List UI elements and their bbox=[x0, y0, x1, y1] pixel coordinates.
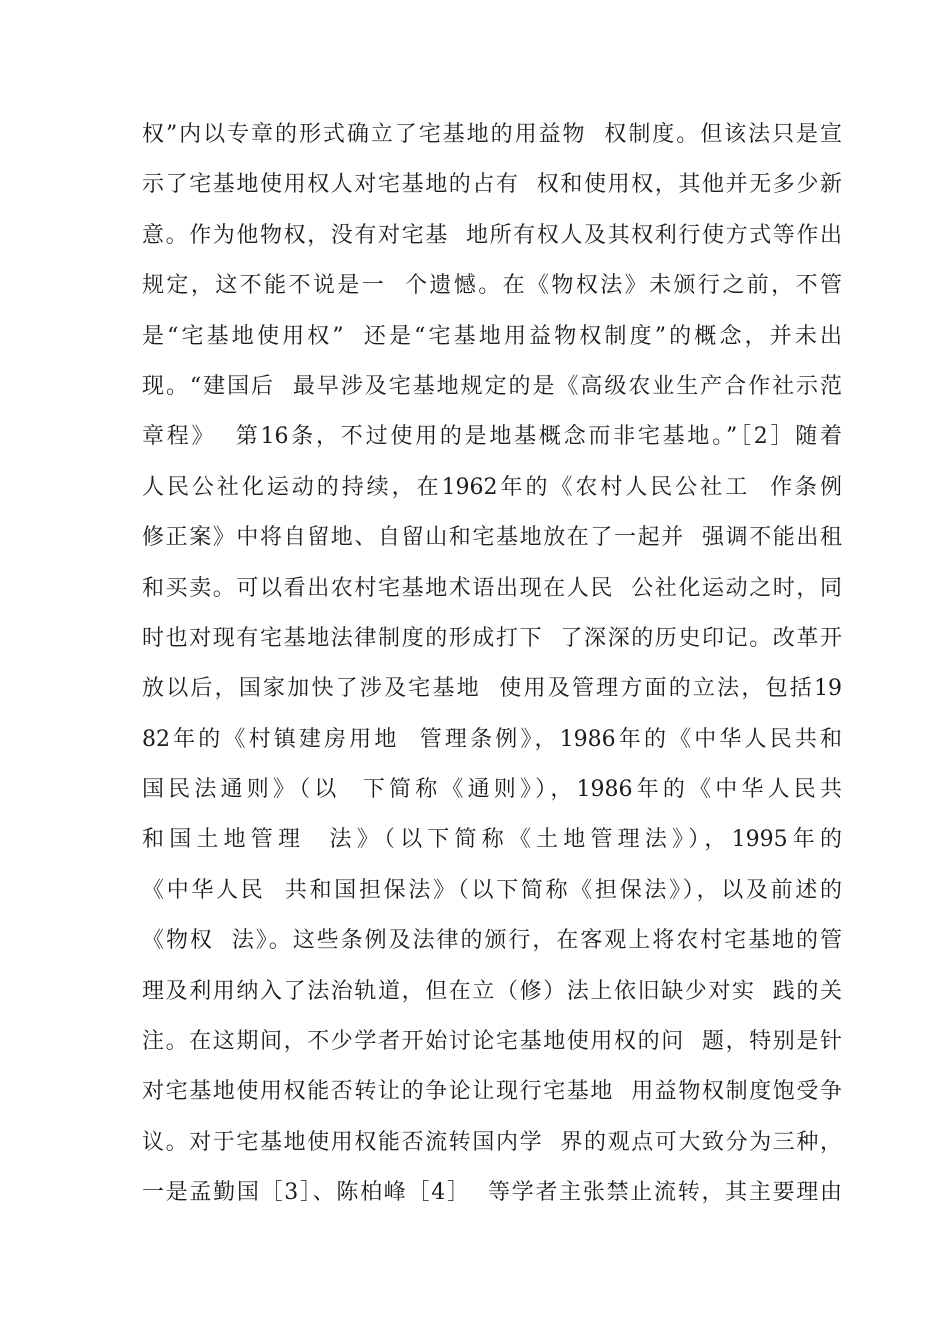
text-line: 国民法通则》（以 下简称《通则》），1986年的《中华人民共 bbox=[142, 777, 842, 803]
text-line: 修正案》中将自留地、自留山和宅基地放在了一起并 强调不能出租 bbox=[142, 525, 842, 551]
text-line: 82年的《村镇建房用地 管理条例》，1986年的《中华人民共和 bbox=[142, 726, 842, 752]
text-line: 意。作为他物权，没有对宅基 地所有权人及其权利行使方式等作出 bbox=[142, 222, 842, 248]
text-line: 示了宅基地使用权人对宅基地的占有 权和使用权，其他并无多少新 bbox=[142, 172, 842, 198]
text-line: 规定，这不能不说是一 个遗憾。在《物权法》未颁行之前，不管 bbox=[142, 273, 842, 299]
text-line: 章程》 第16条，不过使用的是地基概念而非宅基地。”［2］随着 bbox=[142, 424, 842, 450]
text-line: 权”内以专章的形式确立了宅基地的用益物 权制度。但该法只是宣 bbox=[142, 122, 842, 147]
text-line: 和买卖。可以看出农村宅基地术语出现在人民 公社化运动之时，同 bbox=[142, 575, 842, 601]
text-line: 是“宅基地使用权” 还是“宅基地用益物权制度”的概念，并未出 bbox=[142, 323, 842, 349]
text-line: 对宅基地使用权能否转让的争论让现行宅基地 用益物权制度饱受争 bbox=[142, 1079, 842, 1105]
text-line: 议。对于宅基地使用权能否流转国内学 界的观点可大致分为三种， bbox=[142, 1129, 842, 1155]
text-line: 和国土地管理 法》（以下简称《土地管理法》），1995年的 bbox=[142, 827, 842, 853]
text-line: 放以后，国家加快了涉及宅基地 使用及管理方面的立法，包括19 bbox=[142, 676, 842, 702]
text-line: 人民公社化运动的持续，在1962年的《农村人民公社工 作条例 bbox=[142, 474, 842, 500]
text-line: 理及利用纳入了法治轨道，但在立（修）法上依旧缺少对实 践的关 bbox=[142, 978, 842, 1004]
body-text bbox=[142, 110, 842, 1219]
text-line: 一是孟勤国［3］、陈柏峰［4］ 等学者主张禁止流转，其主要理由 bbox=[142, 1180, 842, 1206]
text-line: 《中华人民 共和国担保法》（以下简称《担保法》），以及前述的 bbox=[142, 877, 842, 903]
text-line: 时也对现有宅基地法律制度的形成打下 了深深的历史印记。改革开 bbox=[142, 625, 842, 651]
text-line: 《物权 法》。这些条例及法律的颁行，在客观上将农村宅基地的管 bbox=[142, 928, 842, 954]
text-line: 现。“建国后 最早涉及宅基地规定的是《高级农业生产合作社示范 bbox=[142, 373, 842, 399]
text-line: 注。在这期间，不少学者开始讨论宅基地使用权的问 题，特别是针 bbox=[142, 1029, 842, 1055]
